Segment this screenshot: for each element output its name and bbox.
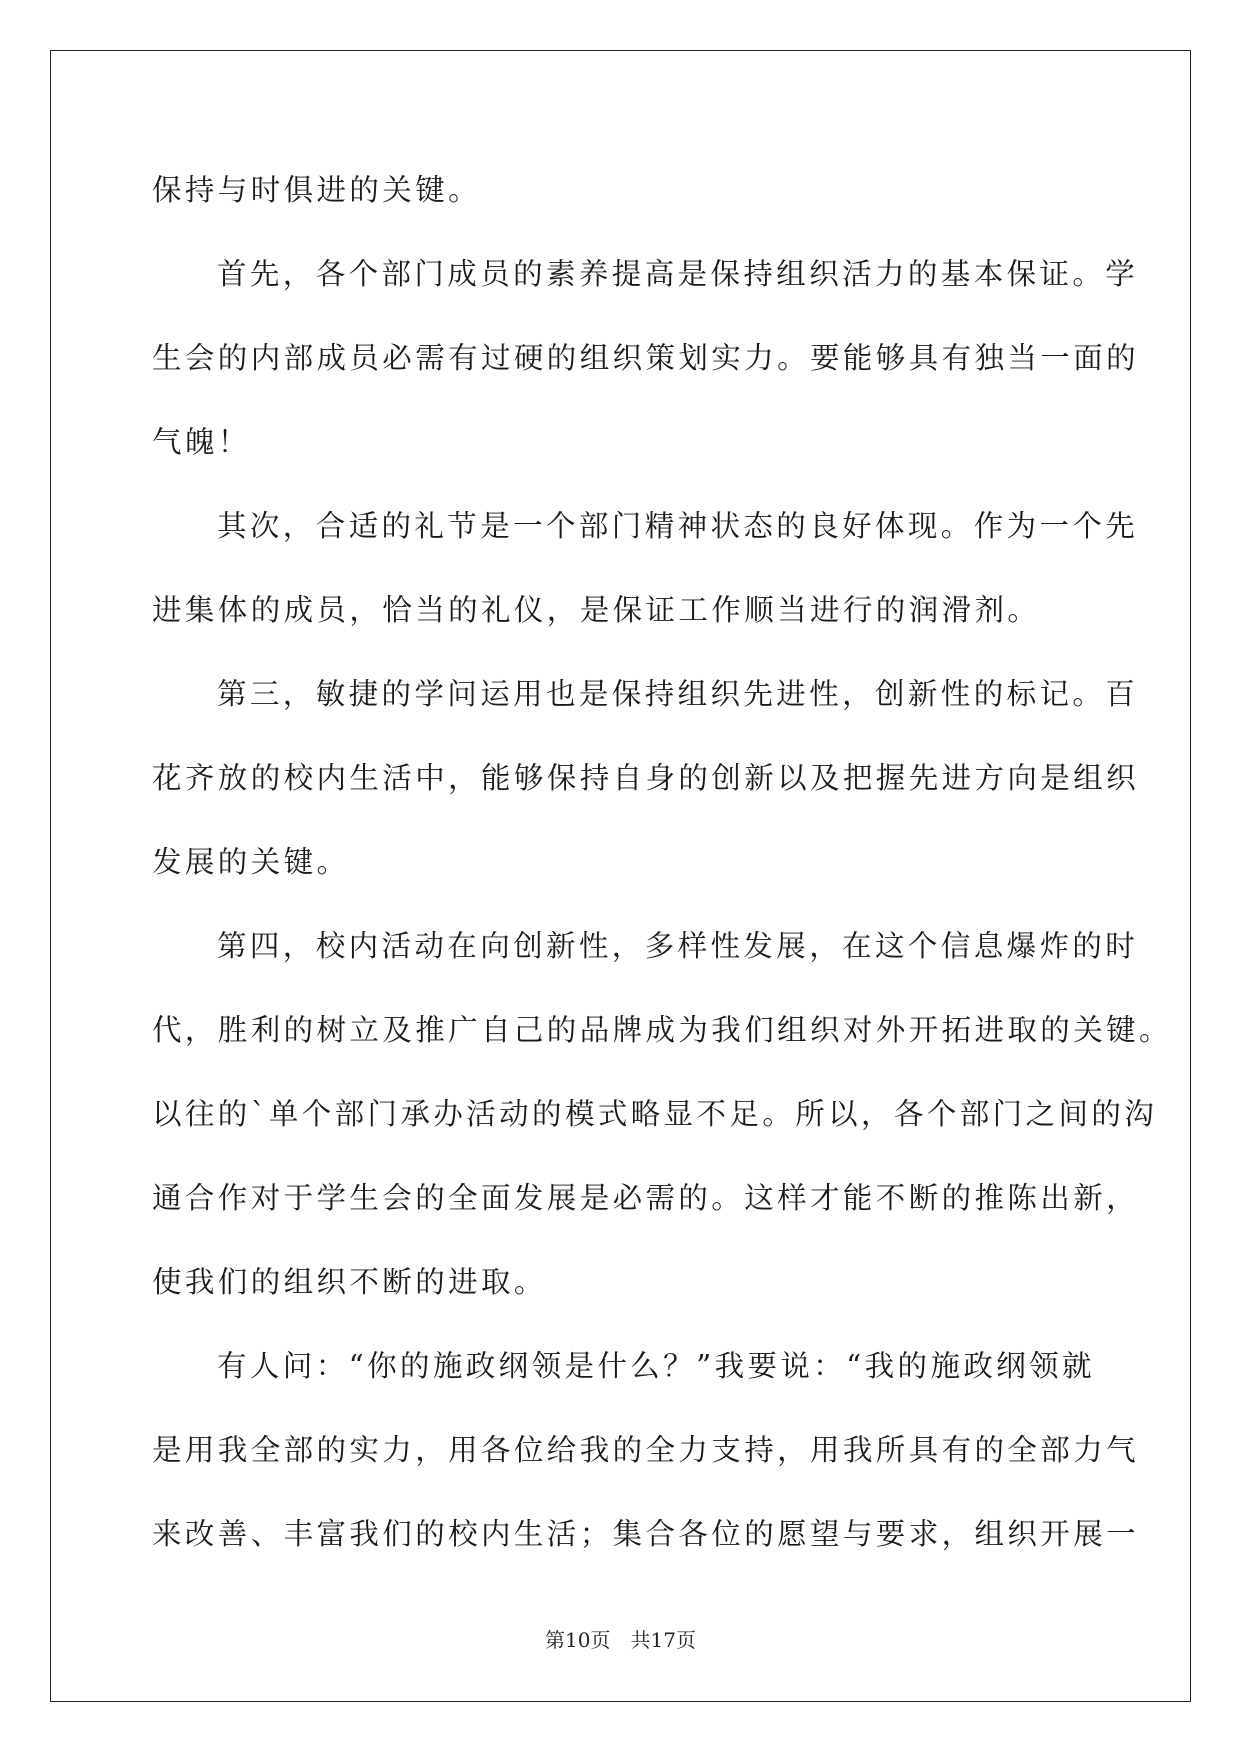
text-line: 第三，敏捷的学问运用也是保持组织先进性，创新性的标记。百	[217, 677, 1139, 711]
document-body	[152, 158, 1172, 1586]
text-line: 其次，合适的礼节是一个部门精神状态的良好体现。作为一个先	[217, 509, 1139, 543]
text-line: 以往的`单个部门承办活动的模式略显不足。所以，各个部门之间的沟	[152, 1097, 1158, 1131]
text-line: 第四，校内活动在向创新性，多样性发展，在这个信息爆炸的时	[217, 929, 1139, 963]
text-line: 气魄！	[152, 425, 251, 459]
text-line: 来改善、丰富我们的校内生活；集合各位的愿望与要求，组织开展一	[152, 1517, 1140, 1551]
text-line: 首先，各个部门成员的素养提高是保持组织活力的基本保证。学	[217, 257, 1139, 291]
text-line: 生会的内部成员必需有过硬的组织策划实力。要能够具有独当一面的	[152, 341, 1140, 375]
text-line: 代，胜利的树立及推广自己的品牌成为我们组织对外开拓进取的关键。	[152, 1013, 1172, 1047]
text-line: 进集体的成员，恰当的礼仪，是保证工作顺当进行的润滑剂。	[152, 593, 1041, 627]
text-line: 是用我全部的实力，用各位给我的全力支持，用我所具有的全部力气	[152, 1433, 1140, 1467]
page-number-footer: 第10页 共17页	[545, 1628, 696, 1652]
text-line: 发展的关键。	[152, 845, 350, 879]
text-line: 花齐放的校内生活中，能够保持自身的创新以及把握先进方向是组织	[152, 761, 1140, 795]
text-line: 通合作对于学生会的全面发展是必需的。这样才能不断的推陈出新，	[152, 1181, 1140, 1215]
text-line: 使我们的组织不断的进取。	[152, 1265, 547, 1299]
text-line: 有人问：“你的施政纲领是什么？”我要说：“我的施政纲领就	[217, 1349, 1095, 1383]
text-line: 保持与时俱进的关键。	[152, 173, 482, 207]
